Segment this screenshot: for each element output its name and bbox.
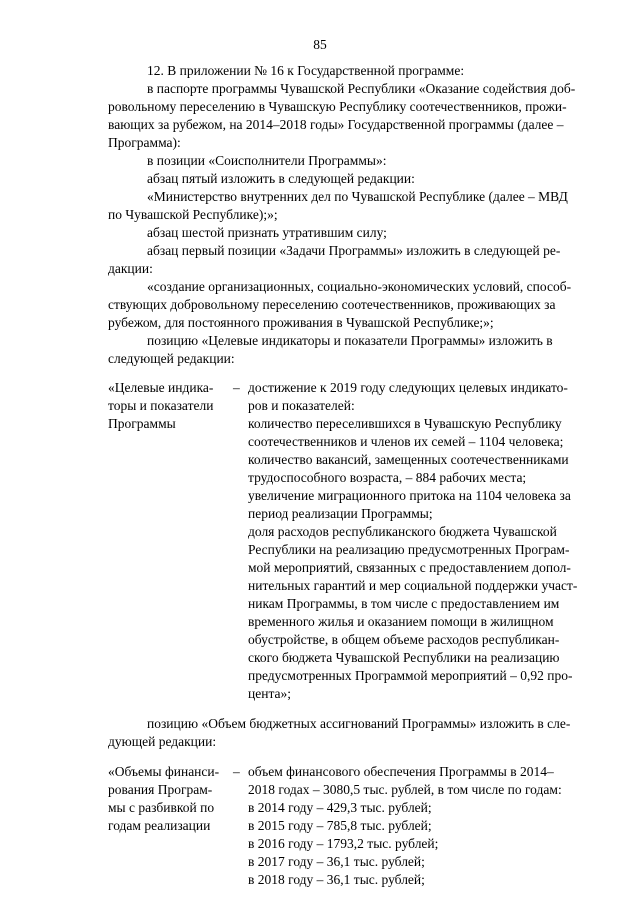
funding-def-line: в 2014 году – 429,3 тыс. рублей; (248, 800, 432, 815)
funding-def-line: в 2018 году – 36,1 тыс. рублей; (248, 872, 425, 887)
paragraph-line: ровольному переселению в Чувашскую Республику соотечественников, прожи- (108, 99, 567, 114)
indicators-def-line: предусмотренных Программой мероприятий – 0,92 про- (248, 668, 573, 683)
funding-def-line: в 2017 году – 36,1 тыс. рублей; (248, 854, 425, 869)
paragraph-line: 12. В приложении № 16 к Государственной программе: (147, 63, 465, 78)
paragraph-line: в паспорте программы Чувашской Республики «Оказание содействия доб- (147, 81, 576, 96)
paragraph-line: дакции: (108, 261, 153, 276)
paragraph-line: абзац шестой признать утратившим силу; (147, 225, 387, 240)
paragraph-line: позицию «Объем бюджетных ассигнований Программы» изложить в сле- (147, 716, 571, 731)
funding-dash: – (233, 764, 240, 779)
indicators-def-line: соотечественников и членов их семей – 1104 человека; (248, 434, 564, 449)
indicators-def-line: Республики на реализацию предусмотренных Програм- (248, 542, 570, 557)
paragraph-line: ствующих добровольному переселению соотечественников, проживающих за (108, 297, 556, 312)
indicators-term-line: торы и показатели (108, 398, 214, 413)
funding-def-line: в 2015 году – 785,8 тыс. рублей; (248, 818, 432, 833)
indicators-term-line: «Целевые индика- (108, 380, 214, 395)
funding-term-line: мы с разбивкой по (108, 800, 215, 815)
indicators-def-line: нительных гарантий и мер социальной поддержки участ- (248, 578, 578, 593)
funding-def-line: 2018 годах – 3080,5 тыс. рублей, в том числе по годам: (248, 782, 562, 797)
indicators-def-line: доля расходов республиканского бюджета Чувашской (248, 524, 557, 539)
indicators-def-line: увеличение миграционного притока на 1104 человека за (248, 488, 571, 503)
indicators-def-line: достижение к 2019 году следующих целевых индикато- (248, 380, 568, 395)
indicators-def-line: мой мероприятий, связанных с предоставлением допол- (248, 560, 571, 575)
indicators-def-line: обустройстве, в общем объеме расходов республикан- (248, 632, 560, 647)
paragraph-line: дующей редакции: (108, 734, 217, 749)
indicators-def-line: никам Программы, в том числе с предоставлением им (248, 596, 560, 611)
paragraph-line: в позиции «Соисполнители Программы»: (147, 153, 387, 168)
paragraph-line: абзац первый позиции «Задачи Программы» изложить в следующей ре- (147, 243, 561, 258)
paragraph-line: «создание организационных, социально-экономических условий, способ- (147, 279, 572, 294)
indicators-def-line: цента»; (248, 686, 291, 701)
funding-def-line: объем финансового обеспечения Программы в 2014– (248, 764, 554, 779)
indicators-def-line: временного жилья и оказанием помощи в жилищном (248, 614, 554, 629)
indicators-def-line: количество вакансий, замещенных соотечественниками (248, 452, 569, 467)
indicators-def-line: трудоспособного возраста, – 884 рабочих места; (248, 470, 527, 485)
indicators-def-line: количество переселившихся в Чувашскую Республику (248, 416, 562, 431)
paragraph-line: Программа): (108, 135, 181, 150)
page-number: 85 (313, 37, 327, 52)
indicators-term-line: Программы (108, 416, 176, 431)
funding-def-line: в 2016 году – 1793,2 тыс. рублей; (248, 836, 439, 851)
indicators-def-line: ского бюджета Чувашской Республики на реализацию (248, 650, 560, 665)
indicators-def-line: период реализации Программы; (248, 506, 433, 521)
paragraph-line: следующей редакции: (108, 351, 235, 366)
paragraph-line: позицию «Целевые индикаторы и показатели Программы» изложить в (147, 333, 553, 348)
indicators-def-line: ров и показателей: (248, 398, 355, 413)
paragraph-line: абзац пятый изложить в следующей редакции: (147, 171, 415, 186)
indicators-dash: – (233, 380, 240, 395)
paragraph-line: вающих за рубежом, на 2014–2018 годы» Государственной программы (далее – (108, 117, 564, 132)
funding-term-line: рования Програм- (108, 782, 213, 797)
paragraph-line: рубежом, для постоянного проживания в Чувашской Республике;»; (108, 315, 494, 330)
paragraph-line: «Министерство внутренних дел по Чувашской Республике (далее – МВД (147, 189, 568, 204)
funding-term-line: годам реализации (108, 818, 211, 833)
paragraph-line: по Чувашской Республике);»; (108, 207, 278, 222)
funding-term-line: «Объемы финанси- (108, 764, 220, 779)
